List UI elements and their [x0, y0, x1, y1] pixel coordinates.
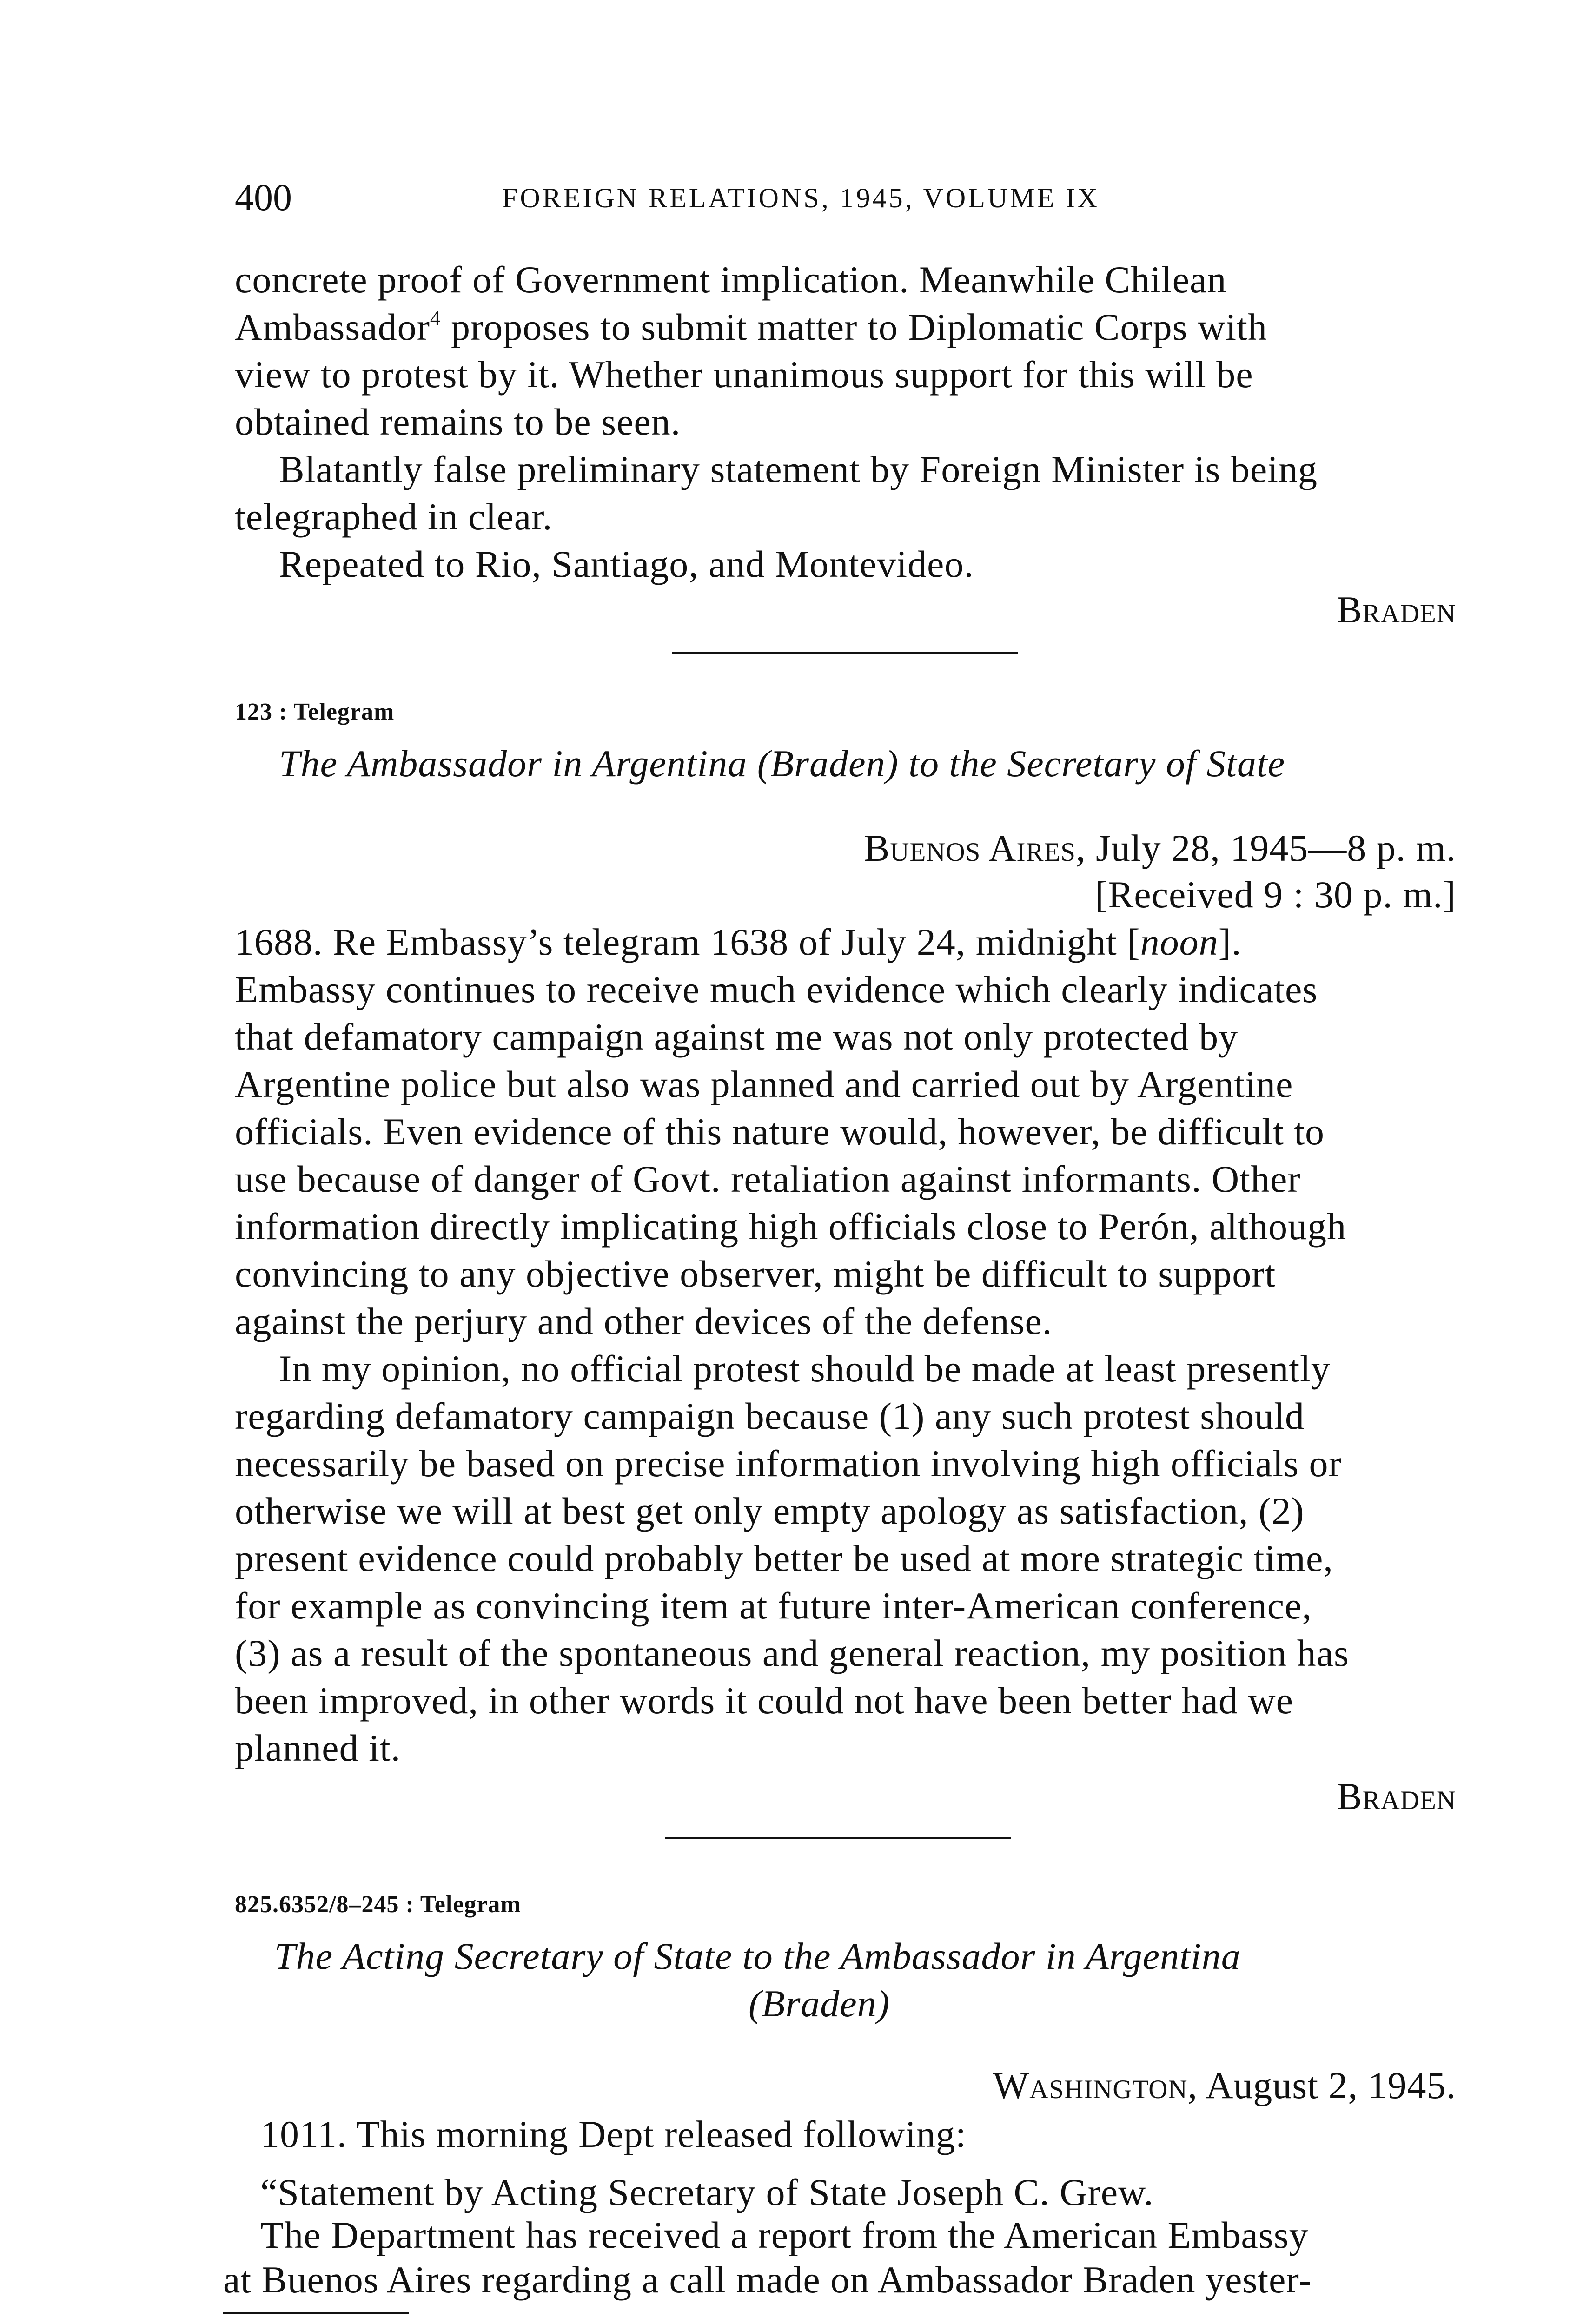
- document-id-825: 825.6352/8–245 : Telegram: [235, 1891, 521, 1918]
- continuation-line-5: Blatantly false preliminary statement by Foreign Minister is being: [279, 448, 1318, 490]
- dateline-123: Buenos Aires, July 28, 1945—8 p. m.: [864, 827, 1456, 869]
- statement-line-3: at Buenos Aires regarding a call made on Ambassador Braden yester-: [223, 2258, 1312, 2301]
- paragraph-1688-line-9: against the perjury and other devices of the defense.: [235, 1300, 1053, 1342]
- section-divider-1: [672, 652, 1018, 654]
- paragraph-1688-line-8: convincing to any objective observer, might be difficult to support: [235, 1253, 1276, 1295]
- paragraph-opinion-line-7: (3) as a result of the spontaneous and general reaction, my position has: [235, 1632, 1349, 1674]
- signature-braden-2: Braden: [1336, 1775, 1456, 1817]
- document-title-825-line-1: The Acting Secretary of State to the Ambassador in Argentina: [274, 1935, 1241, 1977]
- continuation-line-7: Repeated to Rio, Santiago, and Montevideo.: [279, 543, 974, 585]
- document-title-123: The Ambassador in Argentina (Braden) to the Secretary of State: [279, 742, 1285, 785]
- paragraph-opinion-line-3: necessarily be based on precise information involving high officials or: [235, 1442, 1342, 1485]
- paragraph-opinion-line-8: been improved, in other words it could not have been better had we: [235, 1679, 1294, 1722]
- continuation-line-4: obtained remains to be seen.: [235, 401, 681, 443]
- received-time-123: [Received 9 : 30 p. m.]: [1095, 873, 1456, 916]
- paragraph-1688-line-5: officials. Even evidence of this nature would, however, be difficult to: [235, 1110, 1325, 1153]
- dateline-825: Washington, August 2, 1945.: [993, 2064, 1456, 2106]
- continuation-line-3: view to protest by it. Whether unanimous support for this will be: [235, 353, 1253, 396]
- section-divider-2: [665, 1837, 1011, 1839]
- running-header: [235, 176, 1462, 222]
- paragraph-1688-line-3: that defamatory campaign against me was not only protected by: [235, 1016, 1239, 1058]
- document-title-825-line-2: (Braden): [749, 1982, 890, 2025]
- footnote-rule: [223, 2312, 409, 2314]
- paragraph-opinion-line-2: regarding defamatory campaign because (1) any such protest should: [235, 1395, 1305, 1437]
- paragraph-1688-line-7: information directly implicating high officials close to Perón, although: [235, 1205, 1347, 1248]
- continuation-line-1: concrete proof of Government implication. Meanwhile Chilean: [235, 258, 1227, 301]
- paragraph-1688-line-2: Embassy continues to receive much evidence which clearly indicates: [235, 968, 1318, 1010]
- paragraph-1688-line-6: use because of danger of Govt. retaliation against informants. Other: [235, 1158, 1301, 1200]
- running-head-title: FOREIGN RELATIONS, 1945, VOLUME IX: [502, 183, 1100, 213]
- signature-braden-1: Braden: [1336, 588, 1456, 631]
- statement-line-1: “Statement by Acting Secretary of State Joseph C. Grew.: [260, 2171, 1154, 2213]
- paragraph-1688-line-1: 1688. Re Embassy’s telegram 1638 of July 24, midnight [noon].: [235, 921, 1242, 963]
- paragraph-opinion-line-6: for example as convincing item at future inter-American conference,: [235, 1585, 1312, 1627]
- footnote-ref: 4: [430, 306, 441, 330]
- page-number: 400: [235, 176, 292, 218]
- paragraph-opinion-line-9: planned it.: [235, 1727, 401, 1769]
- paragraph-1688-line-4: Argentine police but also was planned and carried out by Argentine: [235, 1063, 1293, 1105]
- paragraph-opinion-line-4: otherwise we will at best get only empty apology as satisfaction, (2): [235, 1490, 1305, 1532]
- continuation-line-2: Ambassador$^4$ proposes to submit matter to Diplomatic Corps with: [235, 306, 1267, 348]
- statement-line-2: The Department has received a report from the American Embassy: [260, 2214, 1309, 2256]
- continuation-line-6: telegraphed in clear.: [235, 495, 553, 538]
- document-id-123: 123 : Telegram: [235, 699, 395, 725]
- paragraph-opinion-line-5: present evidence could probably better be used at more strategic time,: [235, 1537, 1333, 1579]
- paragraph-1011: 1011. This morning Dept released following:: [260, 2113, 967, 2155]
- paragraph-opinion-line-1: In my opinion, no official protest should be made at least presently: [279, 1347, 1331, 1390]
